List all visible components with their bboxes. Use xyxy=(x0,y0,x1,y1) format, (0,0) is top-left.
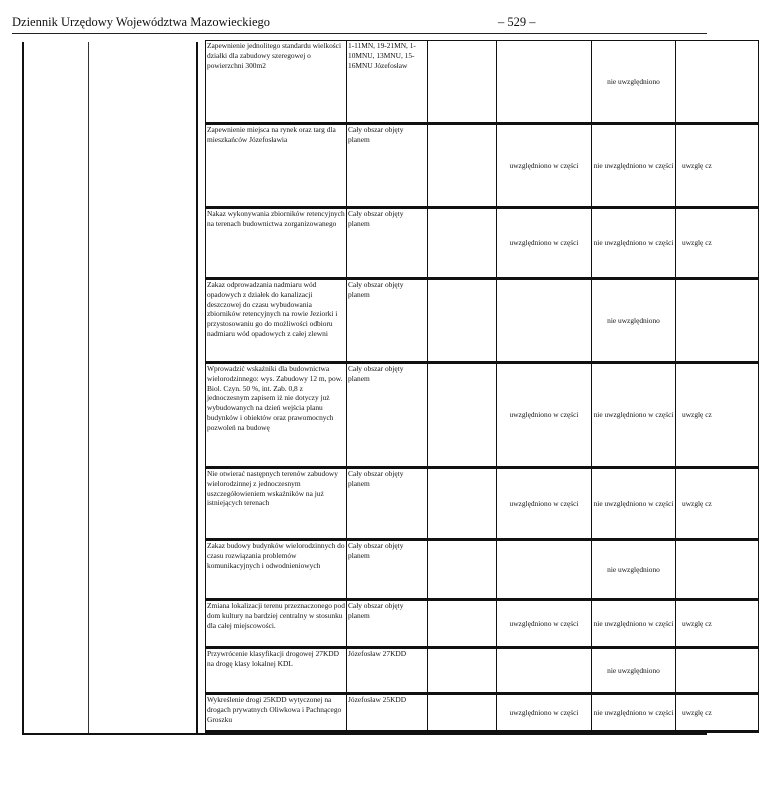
cell-status-mayor: uwzględniono w części xyxy=(497,208,592,279)
table-row xyxy=(206,41,759,124)
cell-blank xyxy=(428,468,497,540)
cell-status-council: nie uwzględniono xyxy=(592,540,676,600)
cell-status-mayor xyxy=(497,41,592,124)
journal-title: Dziennik Urzędowy Województwa Mazowieckiego xyxy=(12,15,271,29)
cell-blank xyxy=(428,363,497,468)
cell-blank xyxy=(428,41,497,124)
table-row xyxy=(206,600,759,648)
cell-status-other: uwzglę cz xyxy=(676,468,759,540)
cell-location: Józefosław 25KDD xyxy=(347,694,428,732)
cell-status-mayor: uwzględniono w części xyxy=(497,694,592,732)
cell-location: Cały obszar objęty planem xyxy=(347,540,428,600)
cell-description: Nakaz wykonywania zbiorników retencyjnych na terenach budownictwa zorganizowanego xyxy=(206,208,347,279)
table-row xyxy=(206,208,759,279)
cell-location: Cały obszar objęty planem xyxy=(347,468,428,540)
cell-status-council: nie uwzględniono xyxy=(592,279,676,363)
cell-blank xyxy=(428,124,497,208)
table-row xyxy=(206,279,759,363)
table-bottom-rule xyxy=(22,733,707,735)
cell-description: Zapewnienie miejsca na rynek oraz targ dla mieszkańców Józefosławia xyxy=(206,124,347,208)
header-rule xyxy=(12,33,707,34)
cell-status-council: nie uwzględniono xyxy=(592,41,676,124)
cell-description: Nie otwierać następnych terenów zabudowy wielorodzinnej z jednoczesnym uszczegółowieniem wskaźników na już istniejących terenach xyxy=(206,468,347,540)
cell-blank xyxy=(428,208,497,279)
cell-status-other: uwzglę cz xyxy=(676,124,759,208)
cell-blank xyxy=(428,694,497,732)
left-border-rule xyxy=(22,42,24,734)
page-header xyxy=(0,0,707,36)
cell-location: Cały obszar objęty planem xyxy=(347,600,428,648)
cell-location: Cały obszar objęty planem xyxy=(347,363,428,468)
cell-status-council: nie uwzględniono w części xyxy=(592,694,676,732)
cell-description: Zmiana lokalizacji terenu przeznaczonego pod dom kultury na bardziej centralny w stosunku dla całej miejscowości. xyxy=(206,600,347,648)
page-number: – 529 – xyxy=(498,15,536,29)
cell-status-mayor: uwzględniono w części xyxy=(497,363,592,468)
cell-description: Wprowadzić wskaźniki dla budownictwa wielorodzinnego: wys. Zabudowy 12 m, pow. Biol. Czyn. 50 %, int. Zab. 0,8 z jednoczesnym zapisem iż nie dotyczy już wybudowanych na dzień wejścia planu budynków i obiektów oraz prawomocnych pozwoleń na budowę xyxy=(206,363,347,468)
column-rule xyxy=(88,42,89,734)
cell-status-mayor: uwzględniono w części xyxy=(497,124,592,208)
cell-description: Zakaz budowy budynków wielorodzinnych do czasu rozwiązania problemów komunikacyjnych i odwodnieniowych xyxy=(206,540,347,600)
cell-location: 1-11MN, 19-21MN, 1-10MNU, 13MNU, 15-16MNU Józefosław xyxy=(347,41,428,124)
cell-status-council: nie uwzględniono w części xyxy=(592,208,676,279)
table-row xyxy=(206,648,759,694)
cell-blank xyxy=(428,600,497,648)
cell-status-mayor xyxy=(497,540,592,600)
cell-status-other: uwzglę cz xyxy=(676,208,759,279)
cell-status-council: nie uwzględniono xyxy=(592,648,676,694)
cell-status-council: nie uwzględniono w części xyxy=(592,363,676,468)
cell-status-other: uwzglę cz xyxy=(676,694,759,732)
cell-status-other xyxy=(676,279,759,363)
cell-status-council: nie uwzględniono w części xyxy=(592,124,676,208)
table-row xyxy=(206,468,759,540)
table-row xyxy=(206,363,759,468)
cell-location: Józefosław 27KDD xyxy=(347,648,428,694)
cell-description: Wykreślenie drogi 25KDD wytyczonej na drogach prywatnych Oliwkowa i Pachnącego Groszku xyxy=(206,694,347,732)
remarks-table xyxy=(205,40,759,733)
table-row xyxy=(206,540,759,600)
cell-status-council: nie uwzględniono w części xyxy=(592,468,676,540)
cell-status-other xyxy=(676,540,759,600)
cell-status-mayor xyxy=(497,279,592,363)
column-rule xyxy=(196,42,198,734)
cell-status-other: uwzglę cz xyxy=(676,363,759,468)
cell-location: Cały obszar objęty planem xyxy=(347,279,428,363)
cell-blank xyxy=(428,540,497,600)
table-row xyxy=(206,694,759,732)
cell-status-mayor xyxy=(497,648,592,694)
cell-location: Cały obszar objęty planem xyxy=(347,208,428,279)
cell-location: Cały obszar objęty planem xyxy=(347,124,428,208)
cell-blank xyxy=(428,648,497,694)
cell-blank xyxy=(428,279,497,363)
cell-status-other xyxy=(676,41,759,124)
cell-status-council: nie uwzględniono w części xyxy=(592,600,676,648)
cell-description: Zakaz odprowadzania nadmiaru wód opadowych z działek do kanalizacji deszczowej do czasu wybudowania zbiorników retencyjnych na rowie Jeziorki i przystosowaniu go do możliwości odbioru nadmiaru wód opadowych z całej zlewni xyxy=(206,279,347,363)
cell-description: Przywrócenie klasyfikacji drogowej 27KDD na drogę klasy lokalnej KDL xyxy=(206,648,347,694)
cell-status-mayor: uwzględniono w części xyxy=(497,468,592,540)
table-row xyxy=(206,124,759,208)
cell-status-other xyxy=(676,648,759,694)
cell-status-other: uwzglę cz xyxy=(676,600,759,648)
cell-description: Zapewnienie jednolitego standardu wielkości działki dla zabudowy szeregowej o powierzchni 300m2 xyxy=(206,41,347,124)
cell-status-mayor: uwzględniono w części xyxy=(497,600,592,648)
